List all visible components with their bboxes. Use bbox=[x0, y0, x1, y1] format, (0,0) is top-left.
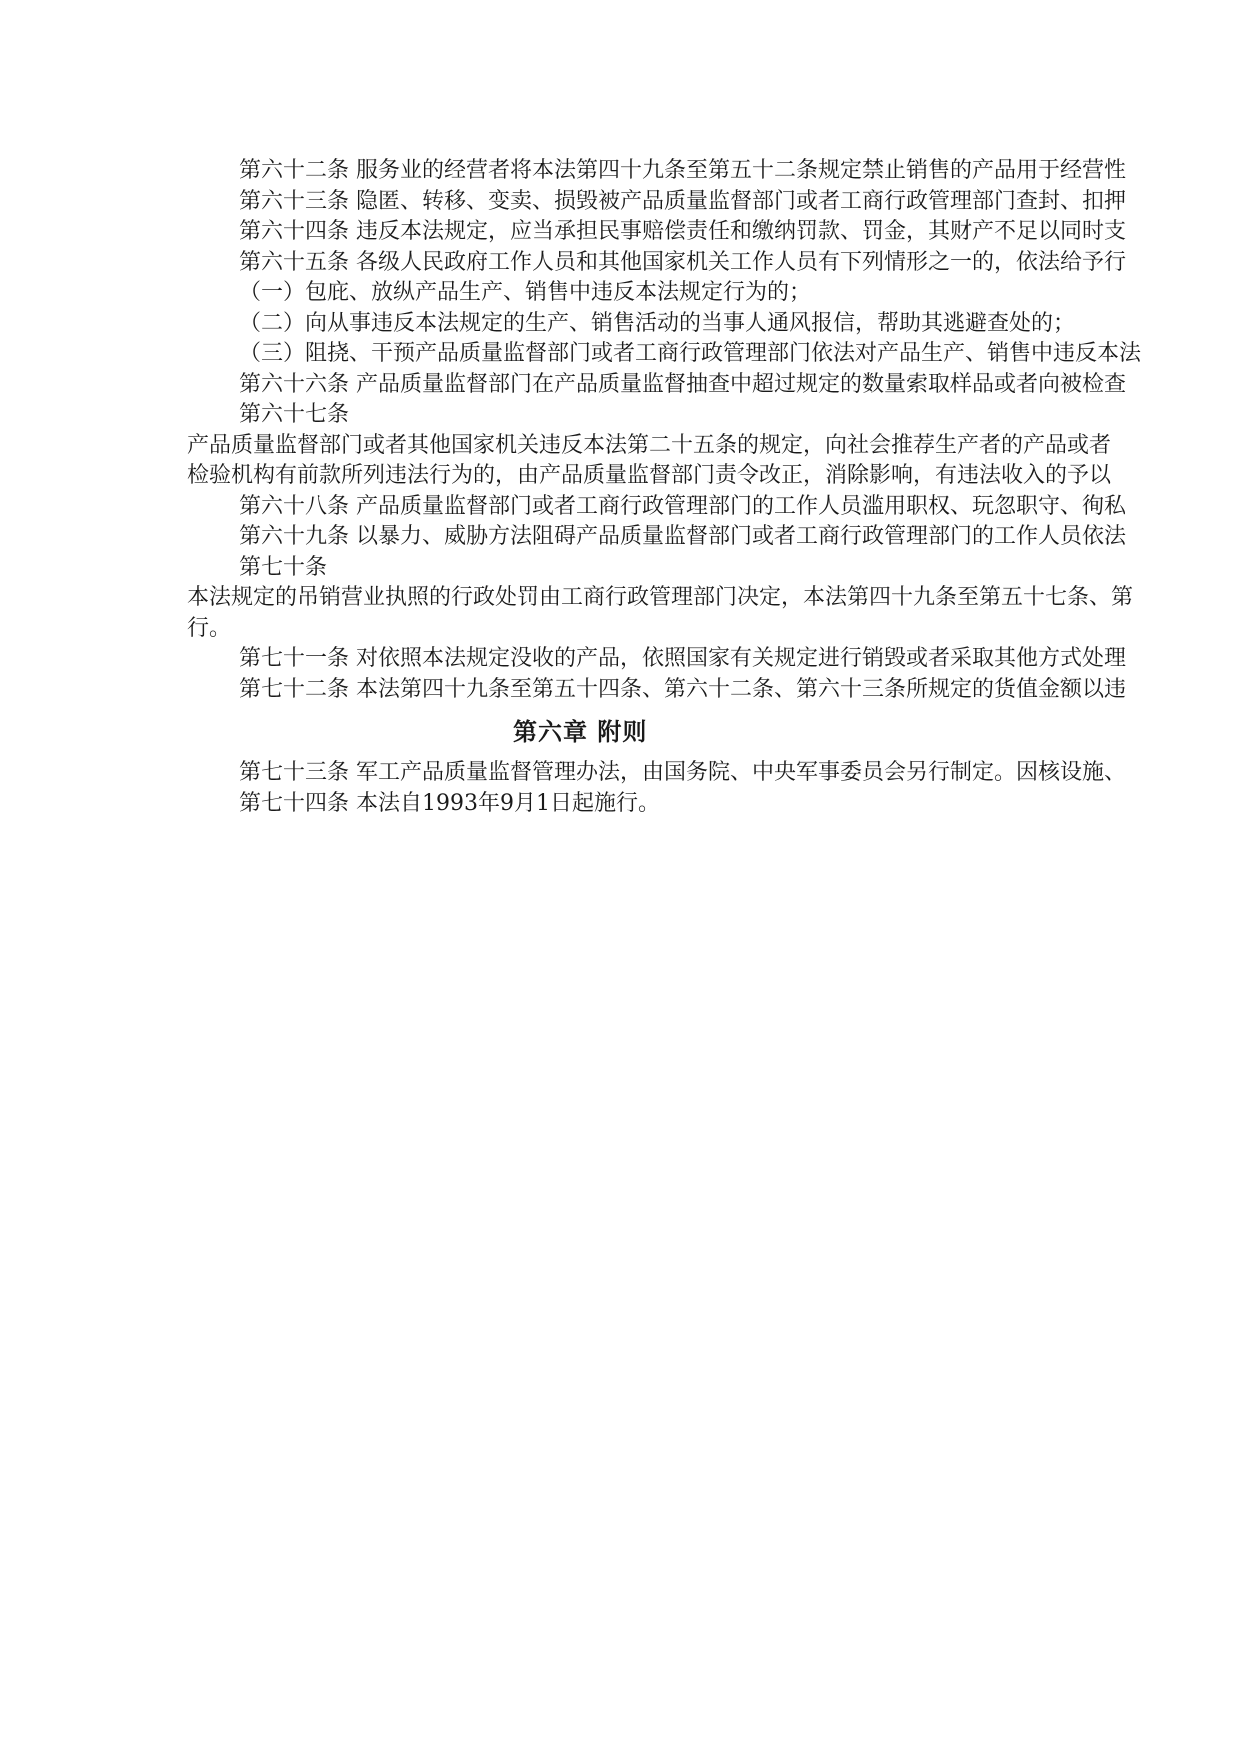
paragraph-line: 行。 bbox=[187, 615, 232, 641]
paragraph-line: 第六十八条 产品质量监督部门或者工商行政管理部门的工作人员滥用职权、玩忽职守、徇私 bbox=[239, 493, 1126, 519]
paragraph-line: 第六十七条 bbox=[239, 402, 350, 427]
paragraph-line: 第七十二条 本法第四十九条至第五十四条、第六十二条、第六十三条所规定的货值金额以违 bbox=[239, 676, 1126, 702]
paragraph-line: 第六十三条 隐匿、转移、变卖、损毁被产品质量监督部门或者工商行政管理部门查封、扣押 bbox=[239, 188, 1126, 214]
paragraph-line: 第六十二条 服务业的经营者将本法第四十九条至第五十二条规定禁止销售的产品用于经营性 bbox=[239, 158, 1126, 183]
paragraph-line: 第七十条 bbox=[239, 554, 328, 580]
paragraph-line: （二）向从事违反本法规定的生产、销售活动的当事人通风报信，帮助其逃避查处的； bbox=[239, 310, 1076, 336]
paragraph-line: 第六十九条 以暴力、威胁方法阻碍产品质量监督部门或者工商行政管理部门的工作人员依法 bbox=[239, 524, 1126, 549]
articles-section-before bbox=[187, 156, 1241, 705]
paragraph-line: 第六十五条 各级人民政府工作人员和其他国家机关工作人员有下列情形之一的，依法给予行 bbox=[239, 249, 1126, 275]
paragraph-line: （三）阻挠、干预产品质量监督部门或者工商行政管理部门依法对产品生产、销售中违反本法 bbox=[239, 341, 1142, 366]
document-body bbox=[187, 156, 1241, 819]
paragraph-line: 产品质量监督部门或者其他国家机关违反本法第二十五条的规定，向社会推荐生产者的产品或者 bbox=[187, 432, 1112, 458]
paragraph-line: 第六十四条 违反本法规定，应当承担民事赔偿责任和缴纳罚款、罚金，其财产不足以同时支 bbox=[239, 219, 1126, 244]
paragraph-line: 第七十三条 军工产品质量监督管理办法，由国务院、中央军事委员会另行制定。因核设施、 bbox=[239, 760, 1126, 785]
paragraph-line: 第七十一条 对依照本法规定没收的产品，依照国家有关规定进行销毁或者采取其他方式处理 bbox=[239, 646, 1126, 671]
paragraph-line: 检验机构有前款所列违法行为的，由产品质量监督部门责令改正，消除影响，有违法收入的予以 bbox=[187, 463, 1112, 488]
paragraph-line: 本法规定的吊销营业执照的行政处罚由工商行政管理部门决定，本法第四十九条至第五十七条、第 bbox=[187, 585, 1134, 610]
chapter-heading: 第六章 附则 bbox=[513, 718, 648, 746]
paragraph-line: 第七十四条 本法自1993年9月1日起施行。 bbox=[239, 790, 660, 816]
articles-section-after bbox=[187, 758, 1241, 819]
paragraph-line: 第六十六条 产品质量监督部门在产品质量监督抽查中超过规定的数量索取样品或者向被检查 bbox=[239, 371, 1126, 397]
paragraph-line: （一）包庇、放纵产品生产、销售中违反本法规定行为的； bbox=[239, 280, 812, 305]
